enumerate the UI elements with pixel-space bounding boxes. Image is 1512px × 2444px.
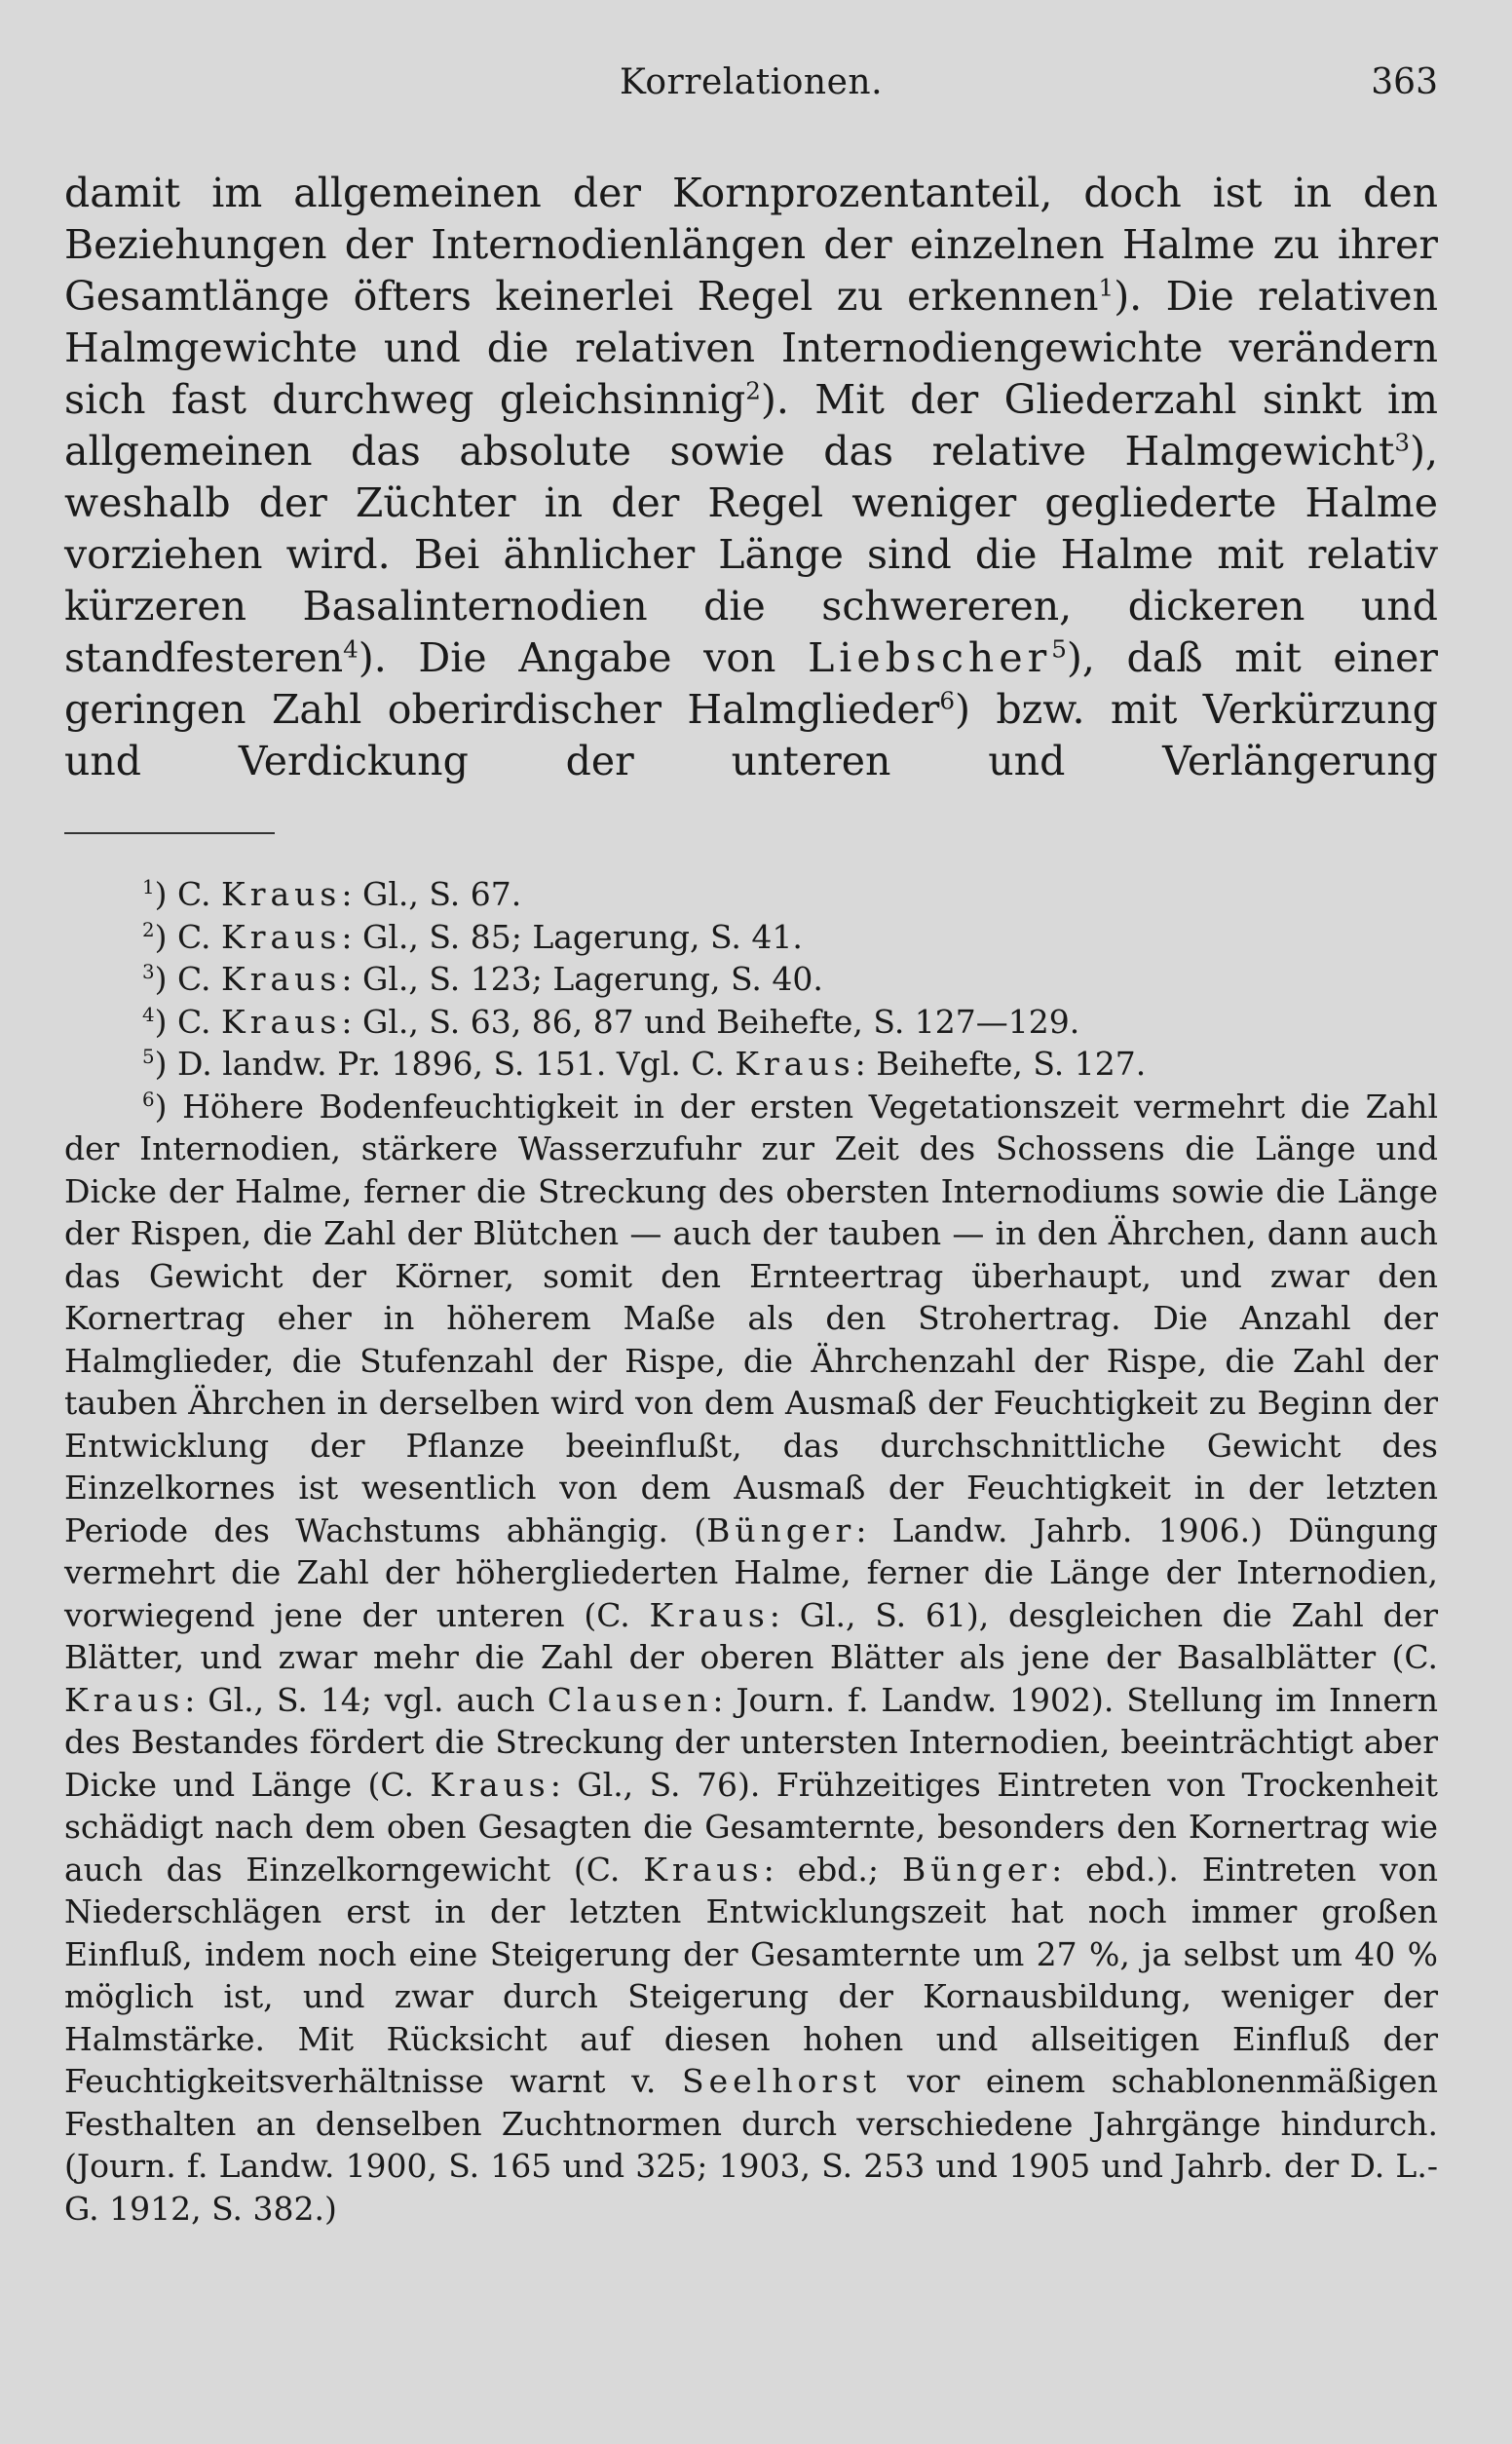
footnote-5: $^5$) D. landw. Pr. 1896, S. 151. Vgl. C. Kraus: Beihefte, S. 127. [142, 1045, 1147, 1083]
footnote-text: C. [176, 917, 211, 956]
footnote-2: $^2$) C. Kraus: Gl., S. 85; Lagerung, S. 41. [142, 917, 803, 956]
footnote-text: vor einem schablonenmäßigen Festhalten an denselben Zuchtnormen durch verschiedene Jahrgänge hindurch. (Journ. f. Landw. 1900, S. 165 und 325; 1903, S. 253 und 1905 und Jahrb. der D. L.-G. 1912, S. 382.) [64, 2062, 1438, 2228]
author-name: Kraus [221, 917, 342, 956]
footnote-text: C. [176, 875, 211, 913]
footnote-3: $^3$) C. Kraus: Gl., S. 123; Lagerung, S. 40. [142, 960, 823, 998]
author-name: Kraus [430, 1765, 550, 1804]
main-text-5: ). Die Angabe von [358, 634, 776, 681]
footnote-ref-6: 6 [939, 686, 956, 715]
main-text-2: ). Die relativen Halmgewichte und die relativen Internodiengewichte verändern sich fast durchweg gleichsinnig [64, 273, 1439, 423]
main-text-4: ), weshalb der Züchter in der Regel weniger gegliederte Halme vorziehen wird. Bei ähnlicher Länge sind die Halme mit relativ kürzeren Basalinternodien die schwereren, dickeren und standfesteren [64, 428, 1438, 681]
footnote-text: : Landw. Jahrb. 1906.) Düngung vermehrt die Zahl der höhergliederten Halme, ferner die Länge der Internodien, vorwiegend jene der unteren (C. [64, 1510, 1439, 1634]
author-name: Kraus [649, 1595, 770, 1634]
main-text-6: ), daß mit einer geringen Zahl oberirdischer Halmglieder [64, 634, 1438, 733]
footnote-6 [64, 1086, 1438, 2231]
footnote-text: : Gl., S. 85; Lagerung, S. 41. [341, 917, 803, 956]
footnote-separator [64, 832, 275, 834]
author-name: Seelhorst [682, 2062, 882, 2100]
main-text-7: ) bzw. mit Verkürzung und Verdickung der unteren und Verlängerung [64, 686, 1438, 784]
author-name: Clausen [547, 1680, 713, 1719]
author-name: Kraus [64, 1680, 185, 1719]
author-name: Kraus [735, 1045, 855, 1083]
footnote-text: : Journ. f. Landw. 1902). Stellung im Innern des Bestandes fördert die Streckung der untersten Internodien, beeinträchtigt aber Dicke und Länge (C. [64, 1680, 1439, 1804]
author-name: Kraus [643, 1850, 764, 1889]
footnote-text: : Beihefte, S. 127. [854, 1045, 1147, 1083]
footnote-1: $^1$) C. Kraus: Gl., S. 67. [142, 875, 522, 913]
footnote-marker: 5 [142, 1046, 155, 1068]
author-name: Bünger [706, 1510, 856, 1549]
author-name: Kraus [221, 875, 342, 913]
author-name: Kraus [221, 960, 342, 998]
main-paragraph [64, 168, 1438, 787]
footnote-ref-4: 4 [343, 634, 359, 664]
footnotes [64, 873, 1438, 2230]
running-header [64, 62, 1438, 121]
footnote-text: : Gl., S. 14; vgl. auch [184, 1680, 536, 1719]
page-number: 363 [1371, 62, 1438, 102]
author-name: Liebscher [808, 634, 1052, 681]
footnote-text: C. [176, 960, 211, 998]
footnote-ref-5: 5 [1051, 634, 1067, 664]
author-name: Bünger [901, 1850, 1052, 1889]
footnote-4: $^4$) C. Kraus: Gl., S. 63, 86, 87 und Beihefte, S. 127—129. [142, 1002, 1080, 1041]
footnote-ref-3: 3 [1394, 428, 1410, 457]
footnote-text: : Gl., S. 61), desgleichen die Zahl der Blätter, und zwar mehr die Zahl der oberen Blätter als jene der Basalblätter (C. [64, 1595, 1438, 1676]
author-name: Kraus [221, 1002, 342, 1041]
footnote-marker: 2 [142, 918, 155, 941]
footnote-marker: 1 [142, 876, 155, 898]
footnote-marker: 3 [142, 961, 155, 983]
footnote-text: : ebd.; [763, 1850, 880, 1889]
footnote-text: : Gl., S. 123; Lagerung, S. 40. [341, 960, 823, 998]
footnote-text: : Gl., S. 76). Frühzeitiges Eintreten von Trockenheit schädigt nach dem oben Gesagten die Gesamternte, besonders den Kornertrag wie auch das Einzelkorngewicht (C. [64, 1765, 1438, 1889]
footnote-text: C. [176, 1002, 211, 1041]
running-title: Korrelationen. [619, 62, 884, 102]
footnote-text: D. landw. Pr. 1896, S. 151. Vgl. C. [176, 1045, 725, 1083]
main-text-1: damit im allgemeinen der Kornprozentanteil, doch ist in den Beziehungen der Internodienlängen der einzelnen Halme zu ihrer Gesamtlänge öfters keinerlei Regel zu erkennen [64, 170, 1438, 320]
footnote-ref-2: 2 [745, 376, 761, 405]
footnote-marker: 4 [142, 1003, 155, 1026]
footnote-text: : Gl., S. 67. [341, 875, 522, 913]
footnote-ref-1: 1 [1098, 273, 1115, 302]
footnote-text: ) Höhere Bodenfeuchtigkeit in der ersten Vegetationszeit vermehrt die Zahl der Internodien, stärkere Wasserzufuhr zur Zeit des Schossens die Länge und Dicke der Halme, ferner die Streckung des obersten Internodiums sowie die Länge der Rispen, die Zahl der Blütchen — auch der tauben — in den Ährchen, dann auch das Gewicht der Körner, somit den Ernteertrag überhaupt, und zwar den Kornertrag eher in höherem Maße als den Strohertrag. Die Anzahl der Halmglieder, die Stufenzahl der Rispe, die Ährchenzahl der Rispe, die Zahl der tauben Ährchen in derselben wird von dem Ausmaß der Feuchtigkeit zu Beginn der Entwicklung der Pflanze beeinflußt, das durchschnittliche Gewicht des Einzelkornes ist wesentlich von dem Ausmaß der Feuchtigkeit in der letzten Periode des Wachstums abhängig. ( [64, 1087, 1438, 1549]
footnote-marker: 6 [142, 1088, 155, 1111]
footnote-text: : ebd.). Eintreten von Niederschlägen erst in der letzten Entwicklungszeit hat noch immer großen Einfluß, indem noch eine Steigerung der Gesamternte um 27 %, ja selbst um 40 % möglich ist, und zwar durch Steigerung der Kornausbildung, weniger der Halmstärke. Mit Rücksicht auf diesen hohen und allseitigen Einfluß der Feuchtigkeitsverhältnisse warnt v. [64, 1850, 1438, 2100]
main-text-3: ). Mit der Gliederzahl sinkt im allgemeinen das absolute sowie das relative Halmgewicht [64, 376, 1439, 475]
footnote-text: : Gl., S. 63, 86, 87 und Beihefte, S. 127—129. [341, 1002, 1080, 1041]
